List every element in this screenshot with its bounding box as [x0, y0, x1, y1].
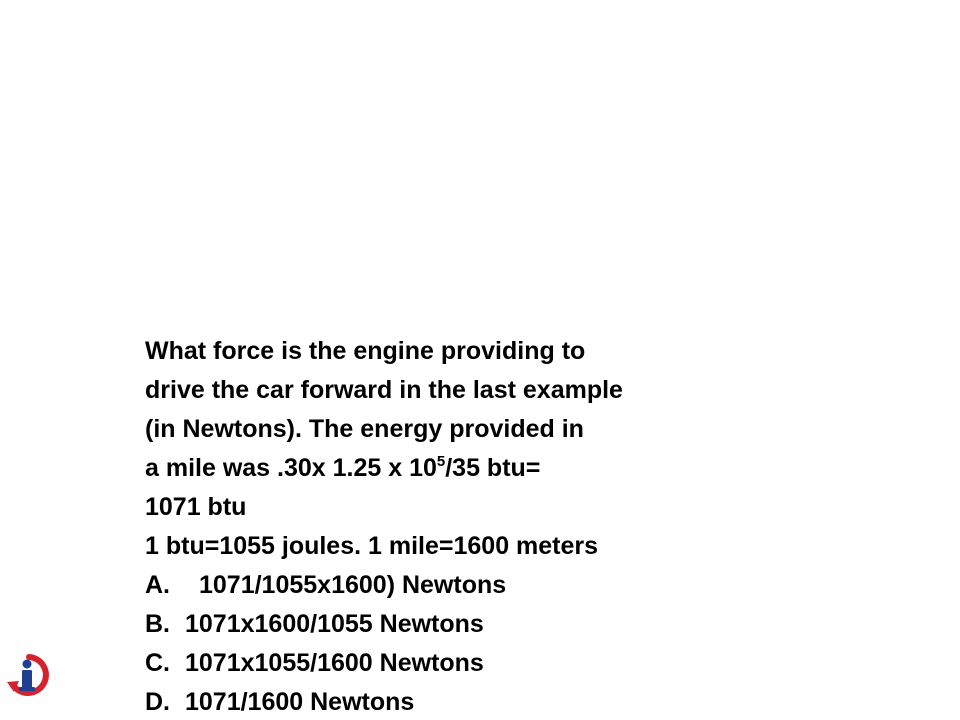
question-line-4: [145, 449, 935, 488]
question-line-6: 1 btu=1055 joules. 1 mile=1600 meters: [145, 532, 599, 560]
answer-options: [145, 566, 935, 720]
option-c[interactable]: [145, 644, 935, 683]
question-line-2: drive the car forward in the last example: [145, 376, 623, 404]
option-d[interactable]: [145, 683, 935, 720]
option-a[interactable]: [145, 566, 935, 605]
option-text: 1071x1055/1600 Newtons: [185, 649, 484, 677]
question-line-3: (in Newtons). The energy provided in: [145, 415, 584, 443]
option-text: 1071x1600/1055 Newtons: [185, 610, 484, 638]
question-line-5: 1071 btu: [145, 493, 247, 521]
option-b[interactable]: [145, 605, 935, 644]
option-letter: B.: [145, 610, 170, 638]
exponent: 5: [436, 453, 446, 470]
option-text: 1071/1055x1600) Newtons: [199, 571, 507, 599]
option-letter: C.: [145, 649, 170, 677]
energy-expression-end: /35 btu=: [445, 454, 541, 482]
option-text: 1071/1600 Newtons: [185, 688, 415, 716]
info-i-logo-icon: [6, 652, 52, 698]
question-line-1: What force is the engine providing to: [145, 337, 586, 365]
option-letter: A.: [145, 571, 170, 599]
energy-expression: a mile was .30x 1.25 x 10: [145, 454, 437, 482]
question-block: [145, 332, 935, 720]
option-letter: D.: [145, 688, 170, 716]
